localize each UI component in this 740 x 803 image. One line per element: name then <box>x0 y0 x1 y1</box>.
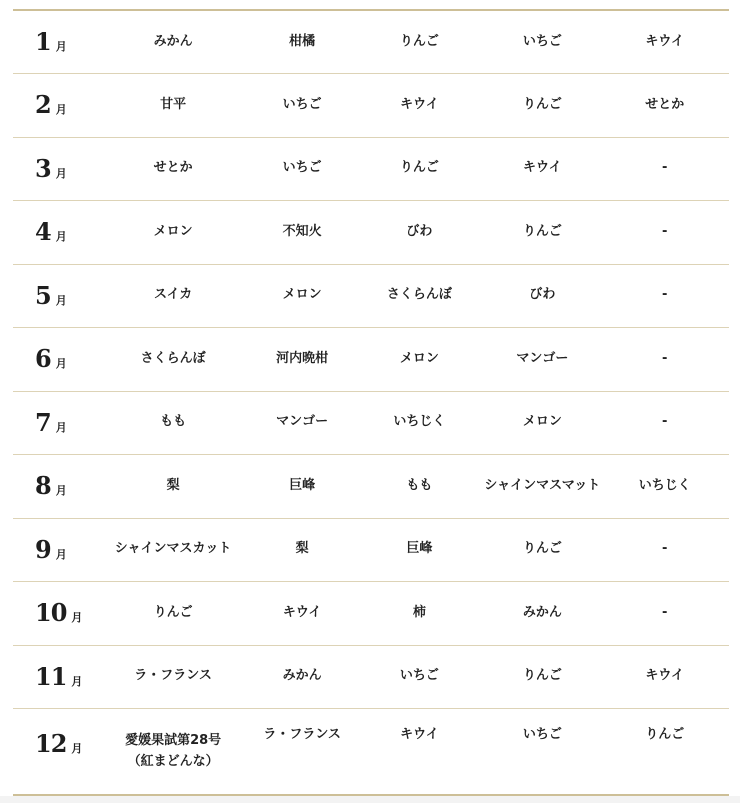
fruit-cell: りんご <box>399 33 439 49</box>
month-unit: 月 <box>71 674 83 688</box>
fruit-cell: メロン <box>97 201 250 265</box>
month-number: 8 <box>35 471 51 501</box>
fruit-cell: さくらんぼ <box>355 264 485 328</box>
month-number: 11 <box>35 661 67 691</box>
table-row <box>13 74 729 138</box>
fruit-name-line2: （紅まどんな） <box>127 753 219 769</box>
table-row <box>13 518 729 582</box>
fruit-cell: 河内晩柑 <box>250 328 355 392</box>
month-cell <box>13 455 97 519</box>
fruit-cell: キウイ <box>250 582 355 646</box>
table-row <box>13 10 729 74</box>
fruit-cell: いちご <box>355 645 485 709</box>
fruit-cell: りんご <box>484 74 600 138</box>
fruit-cell: - <box>600 137 729 201</box>
fruit-cell: りんご <box>355 137 485 201</box>
fruit-cell: - <box>600 264 729 328</box>
fruit-cell: いちじく <box>600 455 729 519</box>
month-cell <box>13 645 97 709</box>
fruit-cell: みかん <box>484 582 600 646</box>
month-number: 10 <box>35 598 67 628</box>
table-row <box>13 582 729 646</box>
month-cell <box>13 137 97 201</box>
month-number: 4 <box>35 217 51 247</box>
table-row <box>13 645 729 709</box>
fruit-cell: せとか <box>97 137 250 201</box>
fruit-cell: 柿 <box>355 582 485 646</box>
fruit-cell: 梨 <box>250 518 355 582</box>
fruit-cell: - <box>600 391 729 455</box>
month-unit: 月 <box>55 103 67 117</box>
fruit-cell: いちご <box>484 709 600 795</box>
table-row <box>13 455 729 519</box>
fruit-cell: 柑橘 <box>289 33 316 49</box>
fruit-cell: ラ・フランス <box>97 645 250 709</box>
fruit-cell: マンゴー <box>484 328 600 392</box>
fruit-cell: シャインマスマット <box>484 455 600 519</box>
fruit-cell: キウイ <box>355 709 485 795</box>
seasonal-fruit-table <box>13 9 729 796</box>
month-unit: 月 <box>71 611 83 625</box>
fruit-cell: マンゴー <box>250 391 355 455</box>
table-row <box>13 328 729 392</box>
fruit-cell: みかん <box>153 33 193 49</box>
fruit-cell: いちご <box>250 74 355 138</box>
fruit-cell: 甘平 <box>97 74 250 138</box>
fruit-cell: スイカ <box>97 264 250 328</box>
fruit-cell: - <box>600 201 729 265</box>
month-unit: 月 <box>55 357 67 371</box>
month-unit: 月 <box>71 742 83 755</box>
table-row <box>13 137 729 201</box>
fruit-cell: 巨峰 <box>250 455 355 519</box>
month-number: 6 <box>35 344 51 374</box>
fruit-cell: - <box>600 328 729 392</box>
fruit-cell: メロン <box>250 264 355 328</box>
month-cell <box>13 518 97 582</box>
fruit-cell: りんご <box>600 709 729 795</box>
month-unit: 月 <box>55 293 67 307</box>
month-number: 1 <box>35 26 51 56</box>
month-cell <box>13 264 97 328</box>
month-cell <box>13 201 97 265</box>
month-unit: 月 <box>55 420 67 434</box>
fruit-cell: いちご <box>522 33 562 49</box>
fruit-cell: シャインマスカット <box>97 518 250 582</box>
fruit-cell: キウイ <box>355 74 485 138</box>
fruit-name-line1: 愛媛果試第28号 <box>125 733 222 748</box>
fruit-cell: メロン <box>484 391 600 455</box>
fruit-cell: キウイ <box>484 137 600 201</box>
table-row <box>13 201 729 265</box>
fruit-cell: キウイ <box>600 645 729 709</box>
fruit-cell: いちご <box>250 137 355 201</box>
month-number: 2 <box>35 90 51 120</box>
fruit-cell: もも <box>355 455 485 519</box>
fruit-cell: りんご <box>484 645 600 709</box>
month-number: 12 <box>35 729 67 758</box>
month-cell <box>13 328 97 392</box>
fruit-cell: りんご <box>97 582 250 646</box>
page-footer-band <box>0 796 740 803</box>
month-cell <box>13 582 97 646</box>
fruit-cell: キウイ <box>645 33 685 49</box>
fruit-cell <box>97 709 250 795</box>
fruit-cell: - <box>600 582 729 646</box>
month-number: 3 <box>35 153 51 183</box>
fruit-cell: メロン <box>355 328 485 392</box>
month-unit: 月 <box>55 230 67 244</box>
month-unit: 月 <box>55 166 67 180</box>
month-unit: 月 <box>55 547 67 561</box>
month-cell <box>13 74 97 138</box>
fruit-cell: びわ <box>355 201 485 265</box>
fruit-cell: りんご <box>484 201 600 265</box>
month-cell <box>13 10 97 74</box>
month-number: 7 <box>35 407 51 437</box>
month-number: 9 <box>35 534 51 564</box>
fruit-cell: 巨峰 <box>355 518 485 582</box>
month-number: 5 <box>35 280 51 310</box>
fruit-cell: ラ・フランス <box>250 709 355 795</box>
table-row <box>13 391 729 455</box>
month-cell <box>13 709 97 795</box>
fruit-cell: - <box>600 518 729 582</box>
fruit-cell: もも <box>97 391 250 455</box>
fruit-cell: 不知火 <box>250 201 355 265</box>
fruit-cell: いちじく <box>355 391 485 455</box>
month-unit: 月 <box>55 39 67 53</box>
fruit-cell: 梨 <box>97 455 250 519</box>
month-cell <box>13 391 97 455</box>
fruit-cell: びわ <box>484 264 600 328</box>
month-unit: 月 <box>55 484 67 498</box>
table-row <box>13 264 729 328</box>
table-row <box>13 709 729 795</box>
fruit-cell: みかん <box>250 645 355 709</box>
fruit-cell: さくらんぼ <box>97 328 250 392</box>
fruit-cell: りんご <box>484 518 600 582</box>
fruit-cell: せとか <box>600 74 729 138</box>
